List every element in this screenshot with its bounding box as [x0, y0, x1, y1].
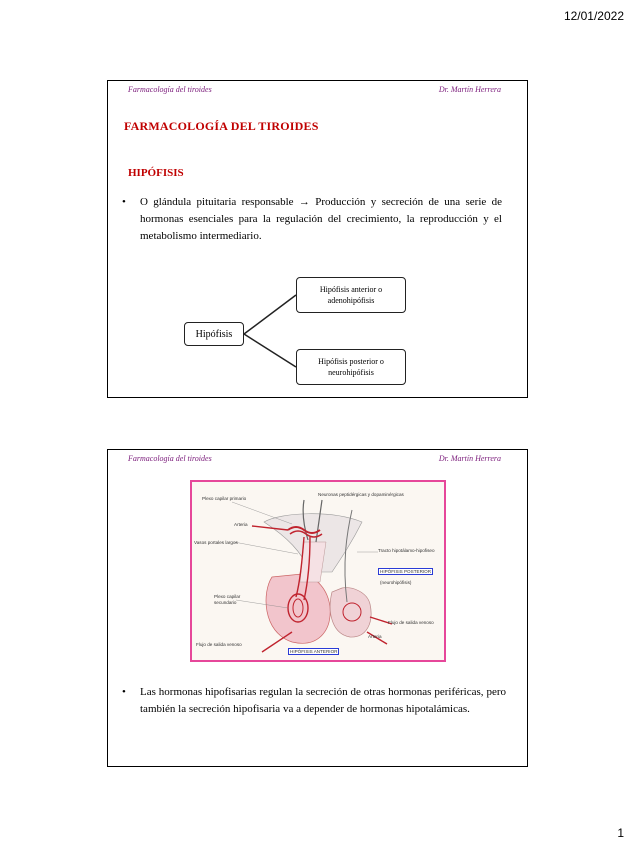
- slide-header-author: Dr. Martín Herrera: [438, 454, 501, 463]
- label-plexo-primario: Plexo capilar primario: [202, 496, 247, 501]
- page-number: 1: [617, 826, 624, 840]
- bullet-point: [122, 684, 506, 718]
- label-tracto: Tracto hipotálamo-hipofiseo: [378, 548, 435, 553]
- slide-title: FARMACOLOGÍA DEL TIROIDES: [124, 119, 319, 133]
- label-plexo-secundario: Plexo capilar secundario: [214, 594, 241, 605]
- label-arteria-bottom: Arteria: [368, 634, 382, 639]
- slide-1: [107, 80, 528, 398]
- print-date: 12/01/2022: [563, 9, 624, 23]
- slide-header-course: Farmacología del tiroides: [128, 454, 212, 463]
- label-hipofisis-posterior: HIPÓFISIS POSTERIOR: [380, 569, 432, 574]
- label-hipofisis-anterior: HIPÓFISIS ANTERIOR: [290, 649, 338, 654]
- diagram-node-posterior: Hipófisis posterior o neurohipófisis: [296, 349, 406, 385]
- diagram-node-hipofisis: Hipófisis: [184, 322, 244, 346]
- label-flujo-salida-right: Flujo de salida venoso: [388, 620, 434, 625]
- bullet-icon: •: [122, 686, 126, 698]
- label-neurohipofisis: (neurohipófisis): [380, 580, 412, 585]
- slide-2: [107, 449, 528, 767]
- section-heading: HIPÓFISIS: [128, 167, 184, 179]
- bullet-text: Las hormonas hipofisarias regulan la secreción de otras hormonas periféricas, pero también la secreción hipofisaria va a depender de hormonas hipotalámicas.: [140, 686, 506, 715]
- slide-header-author: Dr. Martín Herrera: [438, 85, 501, 94]
- bullet-icon: •: [122, 196, 126, 208]
- label-flujo-salida-left: Flujo de salida venoso: [196, 642, 242, 647]
- connector-line-anterior: [244, 295, 296, 334]
- label-vasos-portales: Vasos portales largos: [194, 540, 238, 545]
- label-neuronas: Neuronas peptidérgicas y dopaminérgicas: [318, 492, 404, 497]
- connector-line-posterior: [244, 334, 296, 367]
- pituitary-anatomy-figure: [190, 480, 446, 662]
- bullet-text: O glándula pituitaria responsable → Producción y secreción de una serie de hormonas esenciales para la regulación del crecimiento, la reproducción y el metabolismo intermediario.: [140, 196, 502, 242]
- label-arteria-top: Arteria: [234, 522, 248, 527]
- slide-header-course: Farmacología del tiroides: [128, 85, 212, 94]
- diagram-node-anterior: Hipófisis anterior o adenohipófisis: [296, 277, 406, 313]
